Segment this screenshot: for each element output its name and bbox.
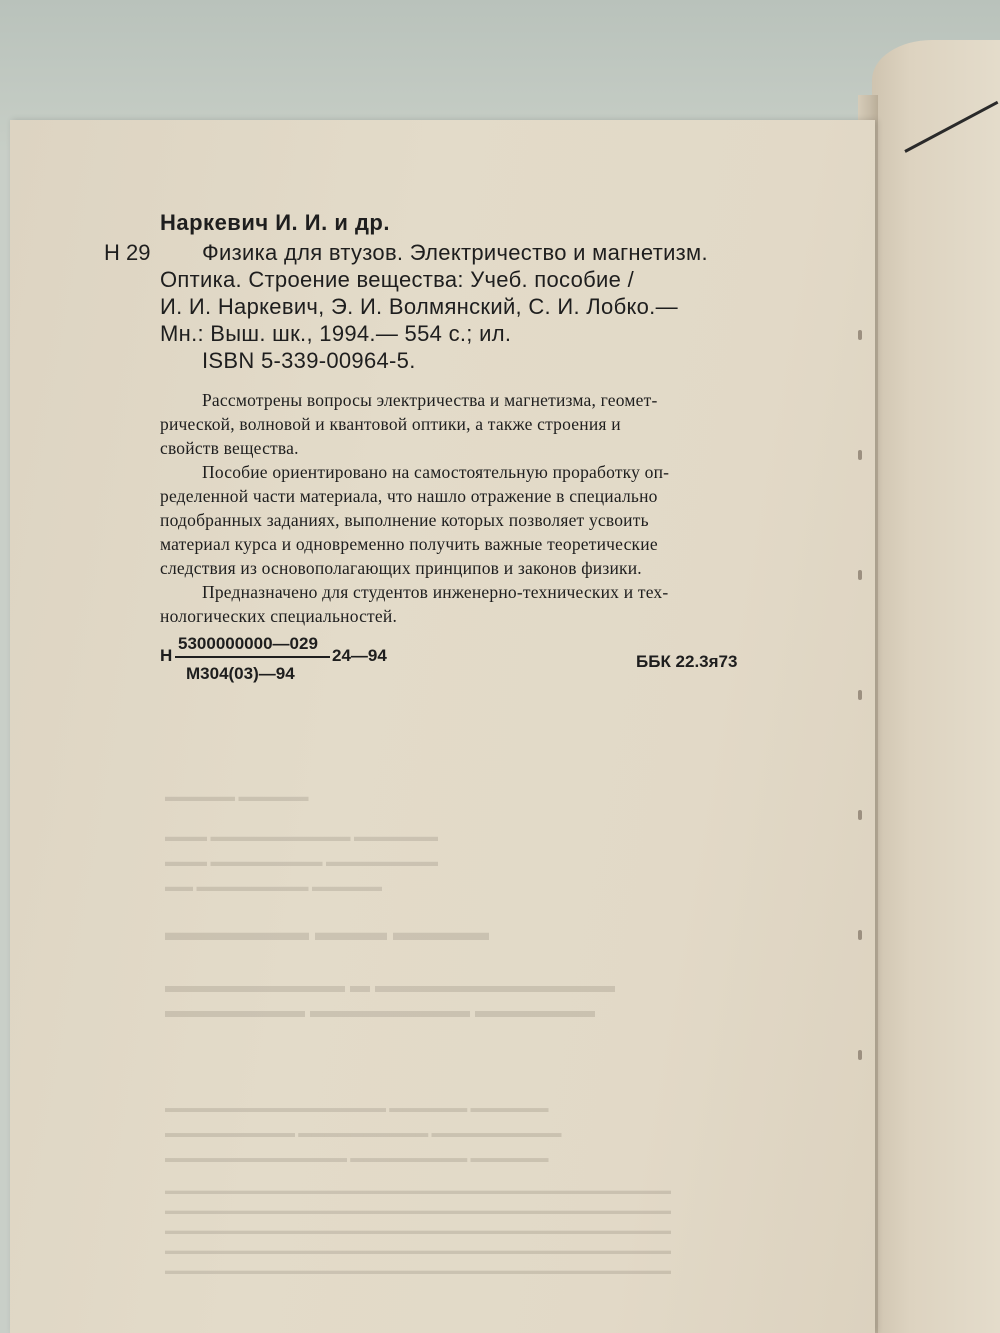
binding-stitch — [858, 570, 862, 580]
abstract-line: нологических специальностей. — [160, 606, 398, 626]
binding-stitch — [858, 1050, 862, 1060]
abstract-line: материал курса и одновременно получить важные теоретические — [160, 534, 658, 554]
abstract-line: Рассмотрены вопросы электричества и магнетизма, геомет- — [202, 390, 658, 410]
class-code: Н 29 — [104, 240, 151, 265]
show-through-text: ▬▬▬▬▬ ▬▬▬▬▬▬▬▬ ▬▬ — [165, 880, 382, 895]
show-through-text: ▬▬▬▬▬▬▬▬▬▬▬▬ ▬ ▬▬▬▬▬▬▬▬▬ — [165, 975, 615, 997]
show-through-text: ▬▬▬▬ ▬▬▬ ▬▬▬▬▬▬ — [165, 920, 489, 946]
show-through-text: ▬▬▬▬▬▬ ▬▬▬▬▬▬▬▬▬ ▬▬▬▬▬▬▬▬▬▬▬▬▬▬ — [165, 1150, 549, 1165]
index-suffix: 24—94 — [332, 646, 387, 665]
abstract-line: ределенной части материала, что нашло отражение в специально — [160, 486, 658, 506]
binding-stitch — [858, 690, 862, 700]
show-through-text: ▬▬▬▬▬▬▬▬▬▬▬▬▬▬▬▬▬▬▬▬▬▬▬▬▬▬▬▬▬▬▬▬▬▬▬▬▬▬▬▬▬▬▬▬▬▬ — [165, 1265, 671, 1277]
show-through-text: ▬▬▬▬▬▬▬▬▬▬▬▬▬▬▬▬▬▬▬▬▬▬▬▬▬▬▬▬▬▬▬▬▬▬▬▬▬▬▬▬▬▬▬▬▬▬ — [165, 1185, 671, 1197]
facing-page — [872, 40, 1000, 1333]
description-line: Физика для втузов. Электричество и магнетизм. — [202, 240, 708, 265]
index-denominator: М304(03)—94 — [186, 664, 295, 683]
binding-stitch — [858, 450, 862, 460]
show-through-text: ▬▬▬▬▬▬ ▬▬▬▬▬▬▬▬ ▬▬▬▬▬▬▬ — [165, 1000, 595, 1022]
index-numerator: 5300000000—029 — [178, 634, 318, 653]
abstract-line: Пособие ориентировано на самостоятельную проработку оп- — [202, 462, 670, 482]
fraction-line — [175, 656, 330, 658]
isbn: ISBN 5-339-00964-5. — [202, 348, 416, 373]
description-line: Оптика. Строение вещества: Учеб. пособие / — [160, 267, 634, 292]
bbk-code: ББК 22.3я73 — [636, 652, 738, 671]
index-letter: Н — [160, 646, 173, 665]
binding-stitch — [858, 930, 862, 940]
show-through-text: ▬▬▬▬▬ ▬▬▬▬▬ — [165, 790, 309, 805]
show-through-text: ▬▬▬▬▬▬▬▬▬▬▬▬▬▬▬▬▬▬▬▬▬▬▬▬▬▬▬▬▬▬▬▬▬▬▬▬▬▬▬▬▬▬▬▬▬▬ — [165, 1245, 671, 1257]
abstract-line: подобранных заданиях, выполнение которых позволяет усвоить — [160, 510, 649, 530]
author-heading: Наркевич И. И. и др. — [160, 210, 390, 235]
show-through-text: ▬▬▬▬▬▬▬▬▬▬ ▬▬▬▬▬▬▬▬▬▬ ▬▬▬▬▬▬▬▬▬▬ — [165, 1125, 562, 1140]
show-through-text: ▬▬▬▬▬▬ ▬▬▬▬▬▬ ▬▬▬▬▬▬▬▬▬▬▬▬▬▬▬▬▬ — [165, 1100, 549, 1115]
abstract-line: рической, волновой и квантовой оптики, а также строения и — [160, 414, 621, 434]
description-line: Мн.: Выш. шк., 1994.— 554 с.; ил. — [160, 321, 512, 346]
binding-stitch — [858, 330, 862, 340]
show-through-text: ▬▬▬▬▬▬ ▬▬▬▬▬▬▬▬▬▬ ▬▬▬ — [165, 830, 438, 845]
show-through-text: ▬▬▬▬▬▬▬▬▬▬▬▬▬▬▬▬▬▬▬▬▬▬▬▬▬▬▬▬▬▬▬▬▬▬▬▬▬▬▬▬▬▬▬▬▬▬ — [165, 1225, 671, 1237]
show-through-text: ▬▬▬▬▬▬▬▬ ▬▬▬▬▬▬▬▬ ▬▬▬ — [165, 855, 438, 870]
abstract-line: Предназначено для студентов инженерно-технических и тех- — [202, 582, 669, 602]
show-through-text: ▬▬▬▬▬▬▬▬▬▬▬▬▬▬▬▬▬▬▬▬▬▬▬▬▬▬▬▬▬▬▬▬▬▬▬▬▬▬▬▬▬▬▬▬▬▬ — [165, 1205, 671, 1217]
binding-stitch — [858, 810, 862, 820]
description-line: И. И. Наркевич, Э. И. Волмянский, С. И. Лобко.— — [160, 294, 678, 319]
abstract-line: следствия из основополагающих принципов и законов физики. — [160, 558, 642, 578]
abstract-line: свойств вещества. — [160, 438, 299, 458]
